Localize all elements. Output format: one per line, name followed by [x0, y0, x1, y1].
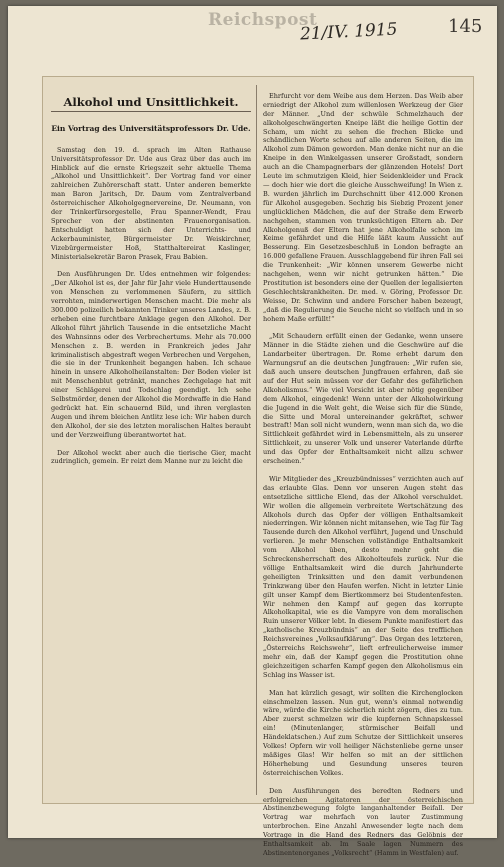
newspaper-clipping: [42, 76, 474, 857]
paragraph: „Mit Schaudern erfüllt einen der Gedanke, wenn unsere Männer in die Städte ziehen und die Geschwüre auf die Landarbeiter übertragen. Dr. Rome erhebt darum den Warnungsruf an die deutschen Jungfrauen: „Wir rufen sie, daß auch unsere deutschen Jungfrauen erfahren, daß sie auf der Hut sein müssen vor der Gefahr des gefährlichen Alkoholismus.“ Wie viel Vorsicht ist aber nötig gegenüber dem Alkohol, eingedenk! Wenn unter der Alkoholwirkung die Jugend in die Welt geht, die Weise sich für die Sünde, die Sitte und Moral untereinander gekräftet, schwer bestraft! Man soll nicht wundern, wenn man sich da, wo die Sittlichkeit gefährdet wird in Lebensmitteln, als zu unserer Sittlichkeit, zu unserer Volk und unserer Vaterlande dürfte und das Opfer der Enthaltsamkeit nicht allzu schwer erscheinen.“: [263, 332, 463, 466]
handwritten-date: 21/IV. 1915: [299, 19, 398, 45]
article-subtitle: Ein Vortrag des Universitätsprofessors Dr. Ude.: [51, 123, 251, 133]
archive-stamp: Reichspost: [208, 10, 318, 30]
paragraph: Den Ausführungen des beredten Redners und erfolgreichen Agitatoren der österreichischen Abstinenzbewegung folgte langanhaltender Beifall. Der Vortrag war mehrfach von lauter Zustimmung unterbrochen. Eine Anzahl Anwesender legte nach dem Vortrage in die Hand des Redners das Gelöbnis der Enthaltsamkeit ab. Im Saale lagen Nummern des Abstinentenorganes „Volksrecht“ (Hamm in Westfalen) auf.: [263, 786, 463, 857]
left-column: [51, 83, 251, 495]
paragraph: Den Ausführungen Dr. Udes entnehmen wir folgendes: „Der Alkohol ist es, der Jahr für Jahr viele Hunderttausende von Menschen zu verlommenen Säufern, zu sittlich verrohten, minderwertigen Menschen macht. Die mehr als 300.000 polizeilich bekannten Trinker unseres Landes, z. B. erheben eine furchtbare Anklage gegen den Alkohol. Der Alkohol führt jährlich Tausende in die entsetzliche Macht des Wahnsinns oder des Verbrechertums. Mehr als 70.000 Menschen z. B. werden in Frankreich jedes Jahr kriminalistisch abgestraft wegen Verbrechen und Vergehen, die sie in der Trunkenheit begangen haben. Ich schaue hinein in unsere Alkoholheilanstalten: Der Boden vieler ist mit Menschenblut getränkt, manches Zechgelage hat mit einer Schlägerei und Todschlag geendigt. Ich sehe Selbstmörder, denen der Alkohol die Mordwaffe in die Hand gedrückt hat. Ein schauernd Bild, und ihren verglasten Augen und ihrem bleichen Antlitz lese ich: Wir haben durch den Alkohol, der sie des letzten moralischen Haltes beraubt und der Verzweiflung überantwortet hat.: [51, 270, 251, 439]
column-divider: [256, 85, 257, 795]
article-title: Alkohol und Unsittlichkeit.: [51, 96, 251, 112]
paragraph: Der Alkohol weckt aber auch die tierische Gier, macht zudringlich, gemein. Er reizt dem Manne nur zu leicht die: [51, 448, 251, 466]
page-number: 145: [448, 16, 483, 37]
paragraph: Ehrfurcht vor dem Weibe aus dem Herzen. Das Weib aber erniedrigt der Alkohol zum willenlosen Werkzeug der Gier der Männer. „Und der schwüle Schmelzhauch der alkoholgeschwängerten Kneipe läßt die heilige Gottin der Scham, um nicht zu sehen die frechen Blicke und schändlichen Worte scheu auf alle anderen Seiten, die im Alkohol zum Dämon geworden. Man denke nicht nur an die Kneipe in den Winkelgassen unserer Großstadt, sondern auch an die Champagnerbars der glänzenden Hotels! Dort Leute im schmutzigen Kleid, hier Seidenkleider und Frack — doch hier wie dort die gleiche Ausschweifung! In Wien z. B. wurden jährlich im Durchschnitt über 412.000 Kronen für Alkohol ausgegeben. Sechzig bis Siebzig Prozent jener unglücklichen Mädchen, die auf der Straße dem Erwerb nachgehen, stammen von trunksüchtigen Eltern ab. Der Alkoholgenuß der Eltern hat jene Alkoholfalle schon im Keime gefährdet und die Hilfe läßt kaum Aussicht auf Besserung. Ein Gesetzesbeschluß in London befragte an 16.000 gefallene Frauen. Ausschlaggebend für ihren Fall sei die Trunkenheit: „Wir können unserem Gewerbe nicht nachgehen, wenn wir nicht getrunken hätten.“ Die Prostitution ist besonders eine der Quellen der legalisierten Geschlechtskrankheiten. Dr. med. v. Göring, Professor Dr. Weisse, Dr. Schwinn und andere Forscher haben bezeugt, „daß die Regulierung die Seuche nicht so vielfach und in so hohem Maße erfüllt!“: [263, 91, 463, 323]
scrapbook-page: [8, 6, 497, 857]
paragraph: Man hat kürzlich gesagt, wir sollten die Kirchenglocken einschmelzen lassen. Nun gut, wenn's einmal notwendig wäre, würde die Kirche sicherlich nicht zögern, dies zu tun. Aber zuerst schmelzen wir die kupfernen Schnapskessel ein! (Minutenlanger, stürmischer Beifall und Händeklatschen.) Auf zum Schutze der Sittlichkeit unseres Volkes! Opfern wir voll heiliger Nächstenliebe gerne unser mäßiges Glas! Wir helfen so mit an der sittlichen Höherhebung und Gesundung unseres teuren österreichischen Volkes.: [263, 688, 463, 777]
paragraph: Wir Mitglieder des „Kreuzbündnisses“ verzichten auch auf das erlaubte Glas. Denn vor unseren Augen steht das entsetzliche sittliche Elend, das der Alkohol verschuldet. Wir wollen die allgemein verbreitete Wertschätzung des Alkohols durch das Opfer der völligen Enthaltsamkeit niederringen. Wir können nicht mitansehen, wie Tag für Tag Tausende durch den Alkohol verführt, Jugend und Unschuld verlieren. Je mehr Menschen vollständige Enthaltsamkeit vom Alkohol üben, desto mehr geht die Schreckensherrschaft des Alkoholteufels zurück. Nur die völlige Enthaltsamkeit wird die durch Jahrhunderte geheiligten Trinksitten und den damit verbundenen Trinkzwang über den Haufen werfen. Nicht in letzter Linie gilt unser Kampf dem Biertkommerz bei Studentenfesten. Wir nehmen den Kampf auf gegen das korrupte Alkoholkapital, wie es die Vampyre von dem moralischen Ruin unserer Völker lebt. In diesem Punkte manifestiert das „katholische Kreuzbündnis“ an der Seite des trefflichen Reichsvereines „Volksaufklärung“. Das Organ des letzteren, „Österreichs Reichswehr“, lieft erfreulicherweise immer mehr ein, daß der Kampf gegen die Prostitution ohne gleichzeitigen scharfen Kampf gegen den Alkoholismus ein Schlag ins Wasser ist.: [263, 474, 464, 679]
right-column: [263, 83, 464, 857]
paragraph: Samstag den 19. d. sprach im Alten Rathause Universitätsprofessor Dr. Ude aus Graz über das auch im Hinblick auf die ernste Kriegszeit sehr aktuelle Thema „Alkohol und Unsittlichkeit“. Der Vortrag fand vor einer zahlreichen Zuhörerschaft statt. Unter anderen bemerkte man Baron Jaritsch, Dr. Daum vom Zentralverband österreichischer Alkoholgegnervereine, Dr. Neumann, von der Trinkerfürsorgestelle, Frau Spanner-Wendt, Frau Sprecher von der abstinenten Frauenorganisation. Entschuldigt hatten sich der Unterrichts- und Ackerbauminister, Bürgermeister Dr. Weiskirchner, Vizebürgermeister Hoß, Statthaltereirat Kaslinger, Ministerialsekretär Baron Prasek, Frau Babien.: [51, 145, 251, 261]
